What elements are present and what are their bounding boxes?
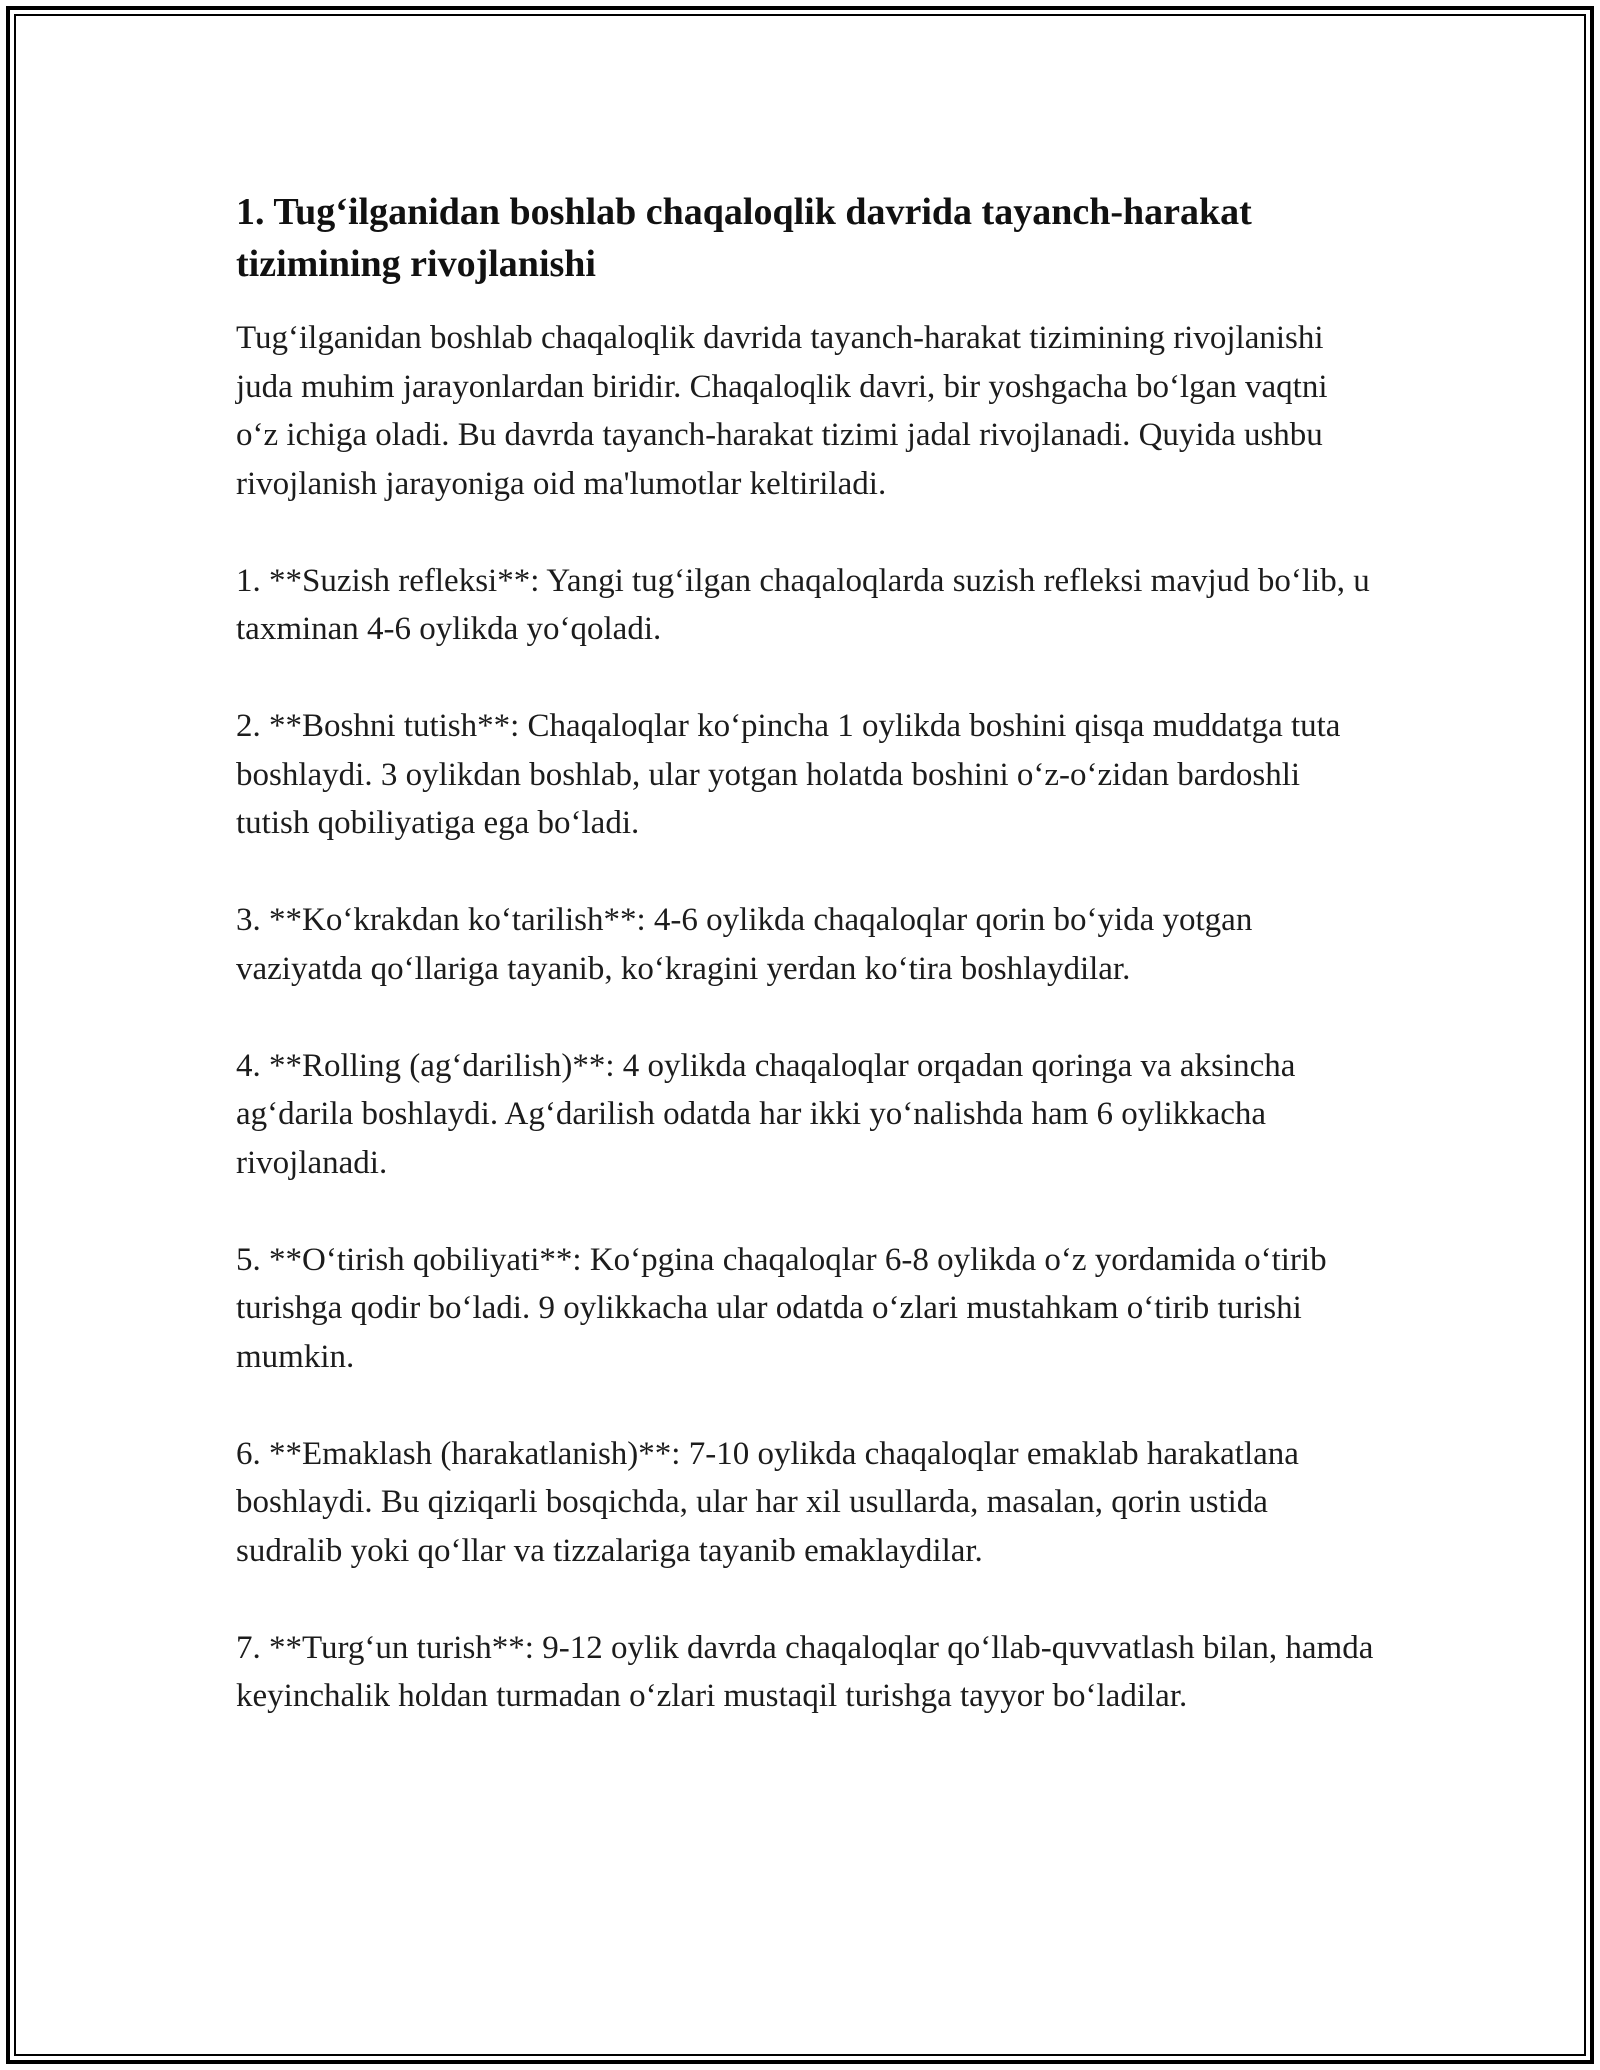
list-item-5: 5. **O‘tirish qobiliyati**: Ko‘pgina chaqaloqlar 6-8 oylikda o‘z yordamida o‘tirib turishga qodir bo‘ladi. 9 oylikkacha ular odatda o‘zlari mustahkam o‘tirib turishi mumkin. bbox=[236, 1241, 1327, 1375]
list-item-1: 1. **Suzish refleksi**: Yangi tug‘ilgan chaqaloqlarda suzish refleksi mavjud bo‘lib, u taxminan 4-6 oylikda yo‘qoladi. bbox=[236, 562, 1370, 647]
list-item-7: 7. **Turg‘un turish**: 9-12 oylik davrda chaqaloqlar qo‘llab-quvvatlash bilan, hamda keyinchalik holdan turmadan o‘zlari mustaqil turishga tayyor bo‘ladilar. bbox=[236, 1629, 1374, 1714]
list-item-3: 3. **Ko‘krakdan ko‘tarilish**: 4-6 oylikda chaqaloqlar qorin bo‘yida yotgan vaziyatda qo‘llariga tayanib, ko‘kragini yerdan ko‘tira boshlaydilar. bbox=[236, 902, 1253, 987]
section-heading: 1. Tug‘ilganidan boshlab chaqaloqlik davrida tayanch-harakat tizimining rivojlanishi bbox=[236, 191, 1252, 285]
list-item-4: 4. **Rolling (ag‘darilish)**: 4 oylikda chaqaloqlar orqadan qoringa va aksincha ag‘darila boshlaydi. Ag‘darilish odatda har ikki yo‘nalishda ham 6 oylikkacha rivojlanadi. bbox=[236, 1047, 1296, 1181]
list-item-2: 2. **Boshni tutish**: Chaqaloqlar ko‘pincha 1 oylikda boshini qisqa muddatga tuta boshlaydi. 3 oylikdan boshlab, ular yotgan holatda boshini o‘z-o‘zidan bardoshli tutish qobiliyatiga ega bo‘ladi. bbox=[236, 708, 1341, 841]
intro-paragraph: Tug‘ilganidan boshlab chaqaloqlik davrida tayanch-harakat tizimining rivojlanishi juda muhim jarayonlardan biridir. Chaqaloqlik davri, bir yoshgacha bo‘lgan vaqtni o‘z ichiga oladi. Bu davrda tayanch-harakat tizimi jadal rivojlanadi. Quyida ushbu rivojlanish jarayoniga oid ma'lumotlar keltiriladi. bbox=[236, 320, 1328, 502]
list-item-6: 6. **Emaklash (harakatlanish)**: 7-10 oylikda chaqaloqlar emaklab harakatlana boshlaydi. Bu qiziqarli bosqichda, ular har xil usullarda, masalan, qorin ustida sudralib yoki qo‘llar va tizzalariga tayanib emaklaydilar. bbox=[236, 1435, 1299, 1569]
document-body bbox=[236, 186, 1376, 1769]
